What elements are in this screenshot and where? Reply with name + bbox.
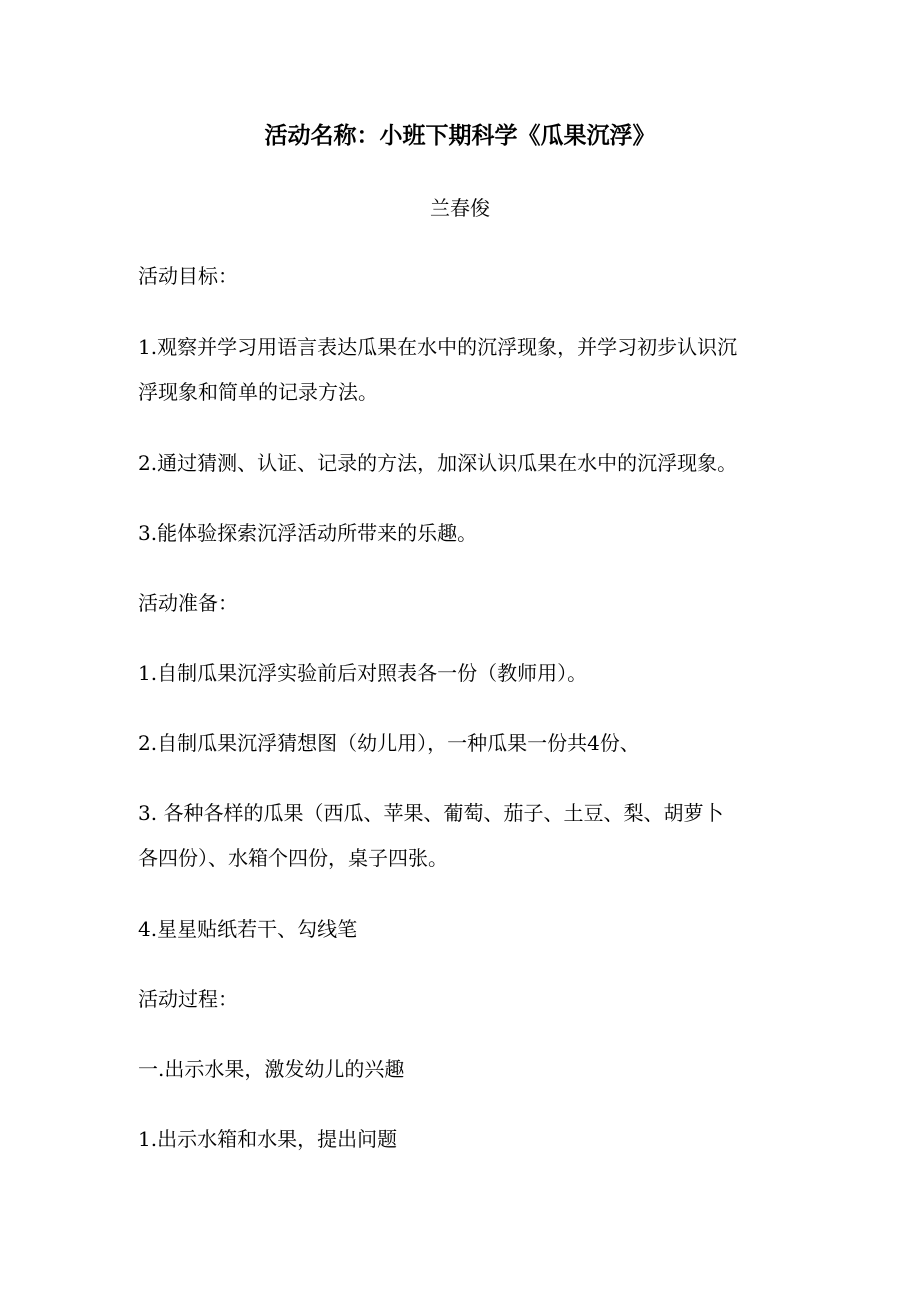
goal-1-line-2: 浮现象和简单的记录方法。: [138, 380, 378, 404]
prep-2-paragraph: 2.自制瓜果沉浮猜想图（幼儿用），一种瓜果一份共4份、: [138, 731, 640, 755]
process-step-1-1: 1.出示水箱和水果，提出问题: [138, 1127, 398, 1151]
prep-4-paragraph: 4.星星贴纸若干、勾线笔: [138, 917, 358, 941]
prep-1-paragraph: 1.自制瓜果沉浮实验前后对照表各一份（教师用）。: [138, 661, 588, 685]
document-title: 活动名称：小班下期科学《瓜果沉浮》: [264, 123, 656, 149]
process-step-1: 一.出示水果，激发幼儿的兴趣: [138, 1057, 405, 1081]
goals-heading: 活动目标：: [138, 264, 238, 288]
document-author: 兰春俊: [430, 196, 490, 220]
goal-1-line-1: 1.观察并学习用语言表达瓜果在水中的沉浮现象，并学习初步认识沉: [138, 335, 738, 359]
prep-3-paragraph: [138, 791, 788, 881]
prep-heading: 活动准备：: [138, 591, 238, 615]
goal-1-paragraph: [138, 325, 788, 415]
prep-3-line-2: 各四份）、水箱个四份，桌子四张。: [138, 846, 448, 870]
prep-3-line-1: 3. 各种各样的瓜果（西瓜、苹果、葡萄、茄子、土豆、梨、胡萝卜: [138, 801, 724, 825]
process-heading: 活动过程：: [138, 987, 238, 1011]
goal-2-paragraph: 2.通过猜测、认证、记录的方法，加深认识瓜果在水中的沉浮现象。: [138, 451, 738, 475]
goal-3-paragraph: 3.能体验探索沉浮活动所带来的乐趣。: [138, 521, 478, 545]
